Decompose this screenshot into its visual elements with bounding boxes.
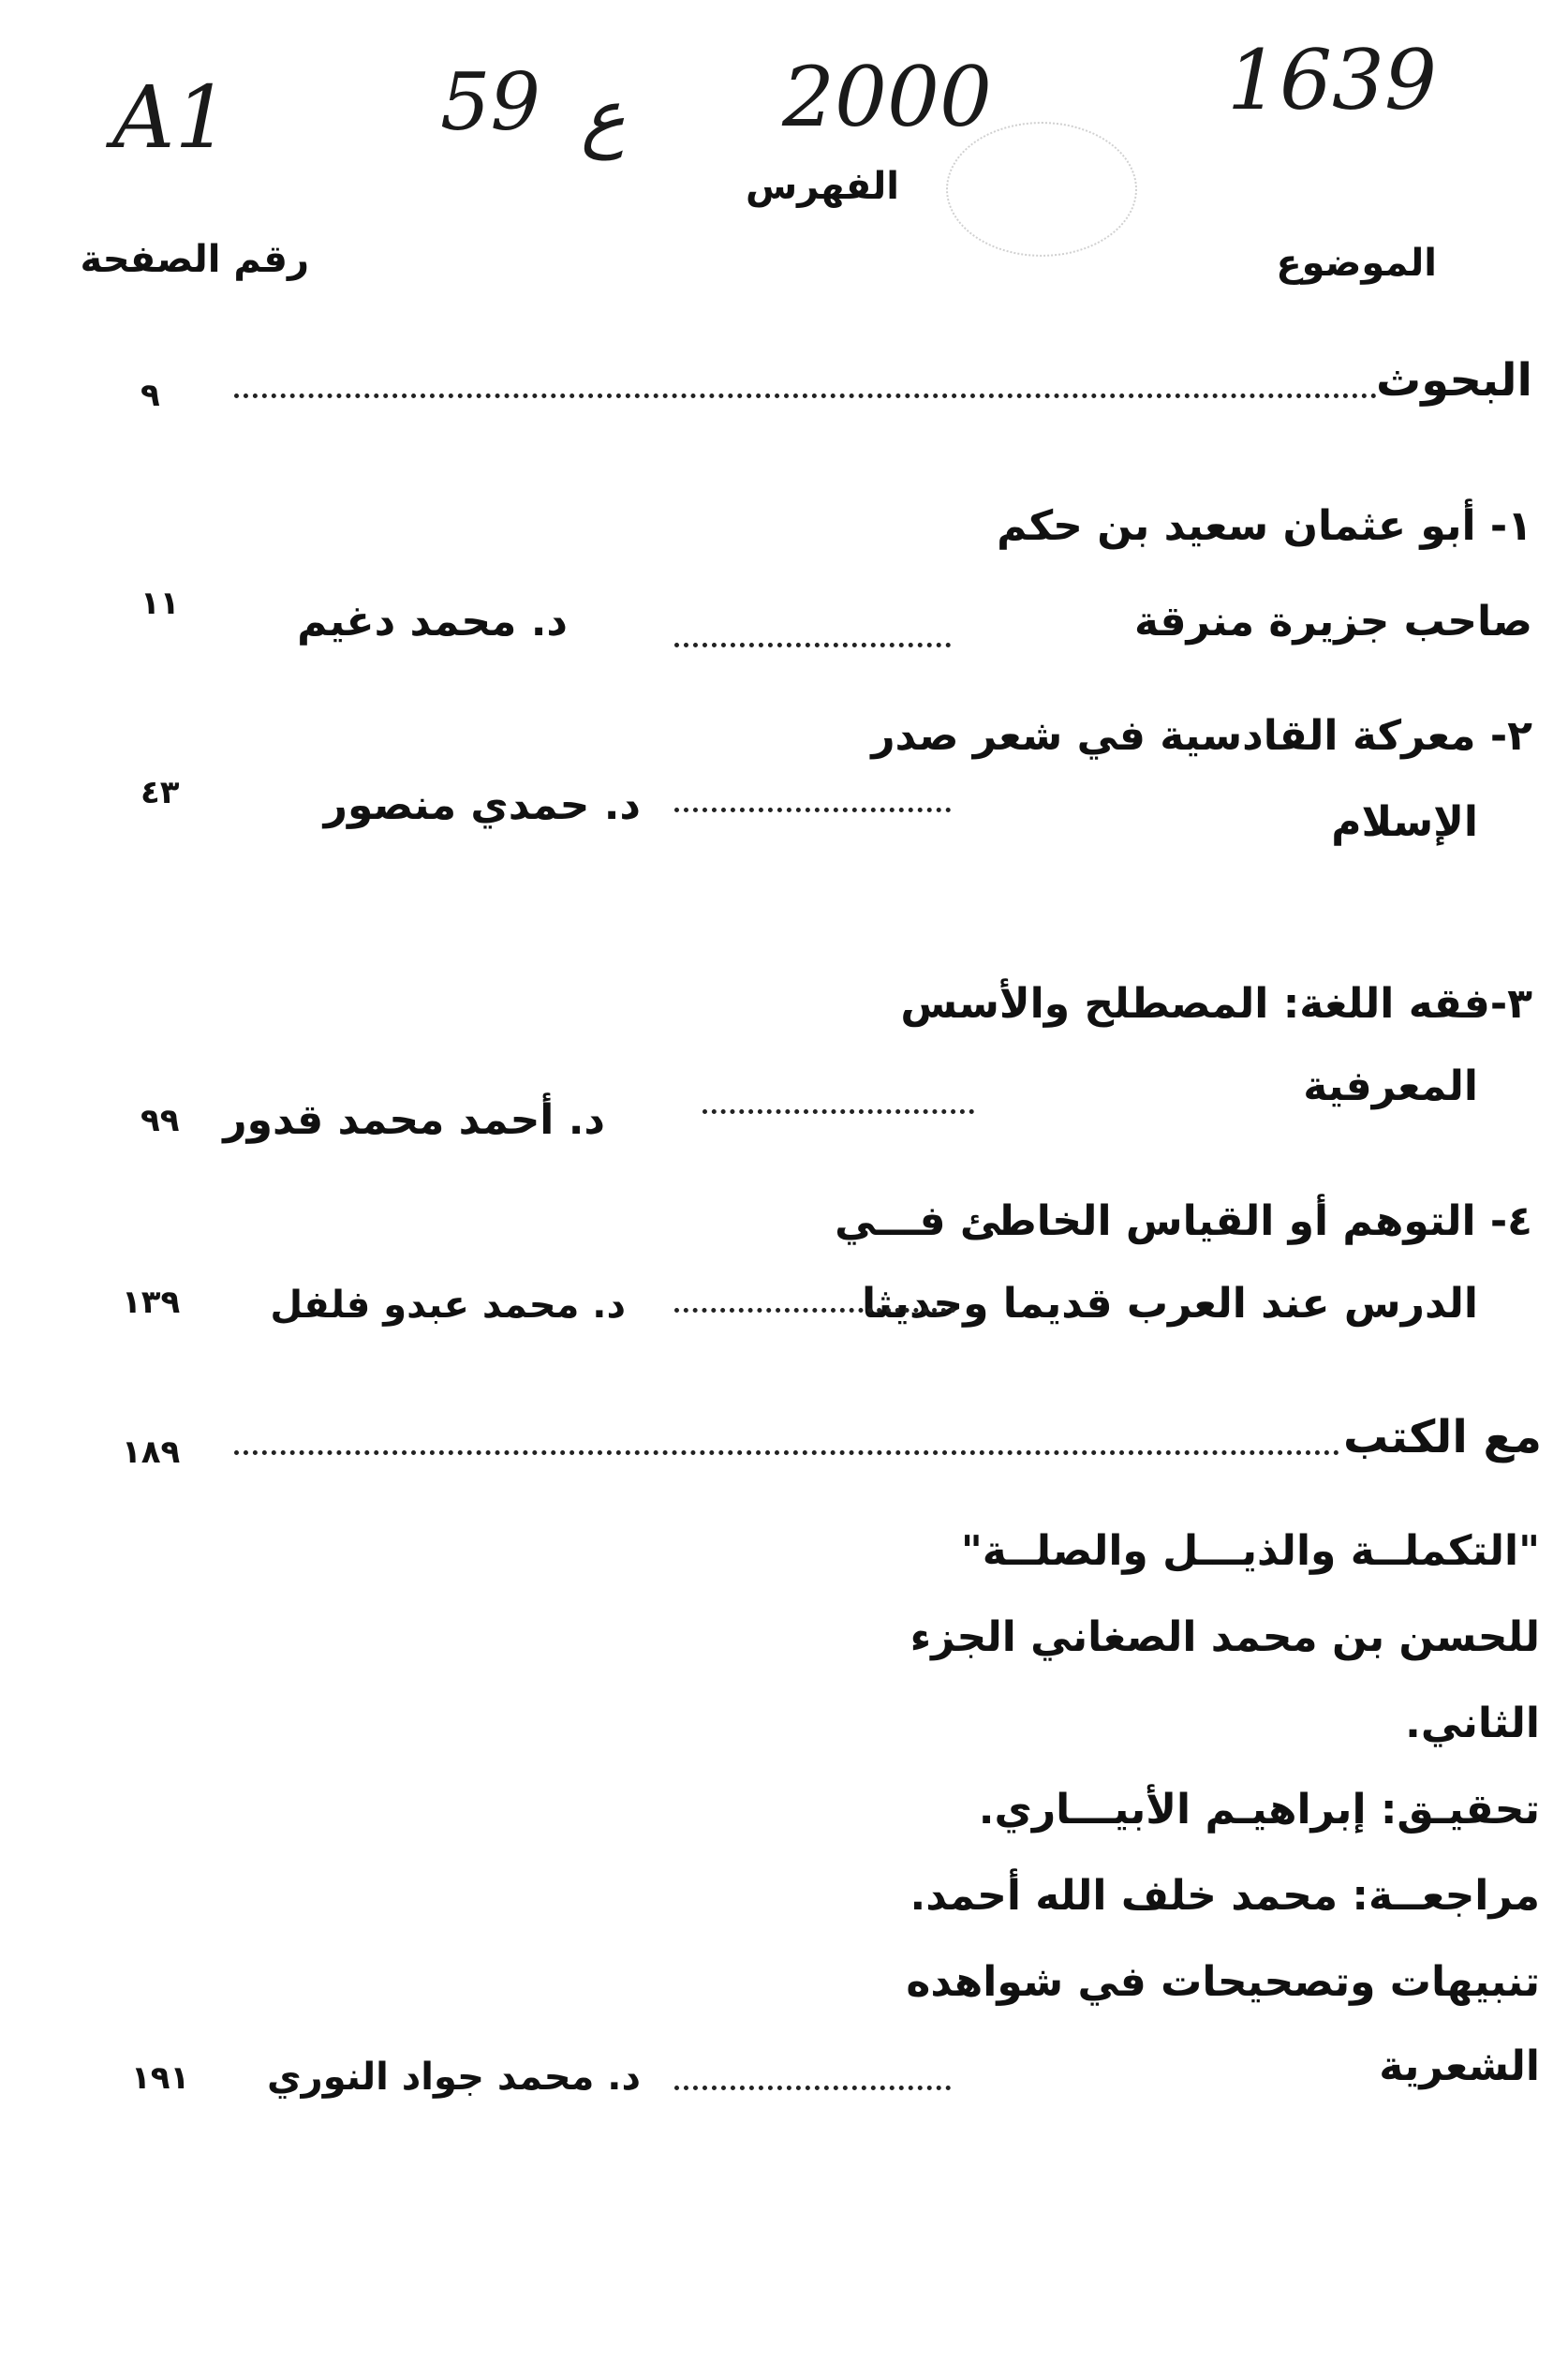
- dot-leader: [703, 1109, 974, 1114]
- handwritten-id: 1639: [1227, 32, 1437, 128]
- book-line: تحقيـق: إبراهيـم الأبيـــاري.: [978, 1786, 1540, 1834]
- page-title: الفهرس: [745, 165, 899, 208]
- page-column-header: رقم الصفحة: [80, 238, 309, 281]
- page-number: ١٩١: [131, 2059, 190, 2097]
- dot-leader: [234, 1450, 1339, 1455]
- entry-author: د. محمد عبدو فلفل: [270, 1284, 626, 1327]
- page-number: ١٨٩: [122, 1433, 181, 1471]
- handwritten-number: 59: [440, 56, 540, 148]
- page-number: ١١: [141, 585, 180, 622]
- dot-leader: [674, 2086, 951, 2090]
- entry-title-line2: المعرفية: [1303, 1062, 1478, 1110]
- handwritten-letter: ع: [581, 73, 626, 160]
- page-number: ١٣٩: [122, 1284, 181, 1321]
- section-title-books: مع الكتب: [1342, 1411, 1542, 1463]
- page-number: ٤٣: [141, 774, 180, 811]
- entry-title-line1: ٢- معركة القادسية في شعر صدر: [871, 712, 1532, 760]
- dot-leader: [674, 643, 951, 647]
- entry-author: د. محمد جواد النوري: [267, 2056, 641, 2099]
- handwritten-year: 2000: [782, 49, 992, 145]
- dot-leader: [674, 1308, 955, 1313]
- book-line: الثاني.: [1405, 1700, 1540, 1747]
- book-line: "التكملــة والذيـــل والصلــة": [960, 1527, 1540, 1575]
- entry-title-line2: صاحب جزيرة منرقة: [1134, 598, 1532, 646]
- entry-title-line1: ٤- التوهم أو القياس الخاطئ فـــي: [835, 1197, 1532, 1245]
- entry-title-line1: ١- أبو عثمان سعيد بن حكم: [997, 502, 1532, 550]
- handwritten-code: A1: [112, 67, 229, 168]
- subject-column-header: الموضوع: [1276, 242, 1437, 285]
- page-number: ٩: [141, 377, 160, 414]
- page-number: ٩٩: [141, 1102, 180, 1139]
- faint-stamp: [946, 122, 1137, 257]
- dot-leader: [234, 394, 1377, 398]
- entry-author: د. حمدي منصور: [323, 781, 641, 829]
- dot-leader: [674, 808, 951, 812]
- entry-title-line1: ٣-فقه اللغة: المصطلح والأسس: [900, 980, 1532, 1028]
- book-line: الشعرية: [1379, 2042, 1540, 2090]
- book-line: تنبيهات وتصحيحات في شواهده: [906, 1958, 1540, 2006]
- entry-title-line2: الإسلام: [1331, 798, 1478, 846]
- entry-author: د. محمد دغيم: [297, 598, 568, 646]
- section-title-research: البحوث: [1376, 354, 1532, 407]
- entry-author: د. أحمد محمد قدور: [223, 1096, 605, 1144]
- entry-title-line2: الدرس عند العرب قديما وحديثا: [861, 1280, 1478, 1328]
- book-line: مراجعــة: محمد خلف الله أحمد.: [910, 1872, 1540, 1920]
- book-line: للحسن بن محمد الصغاني الجزء: [910, 1613, 1540, 1661]
